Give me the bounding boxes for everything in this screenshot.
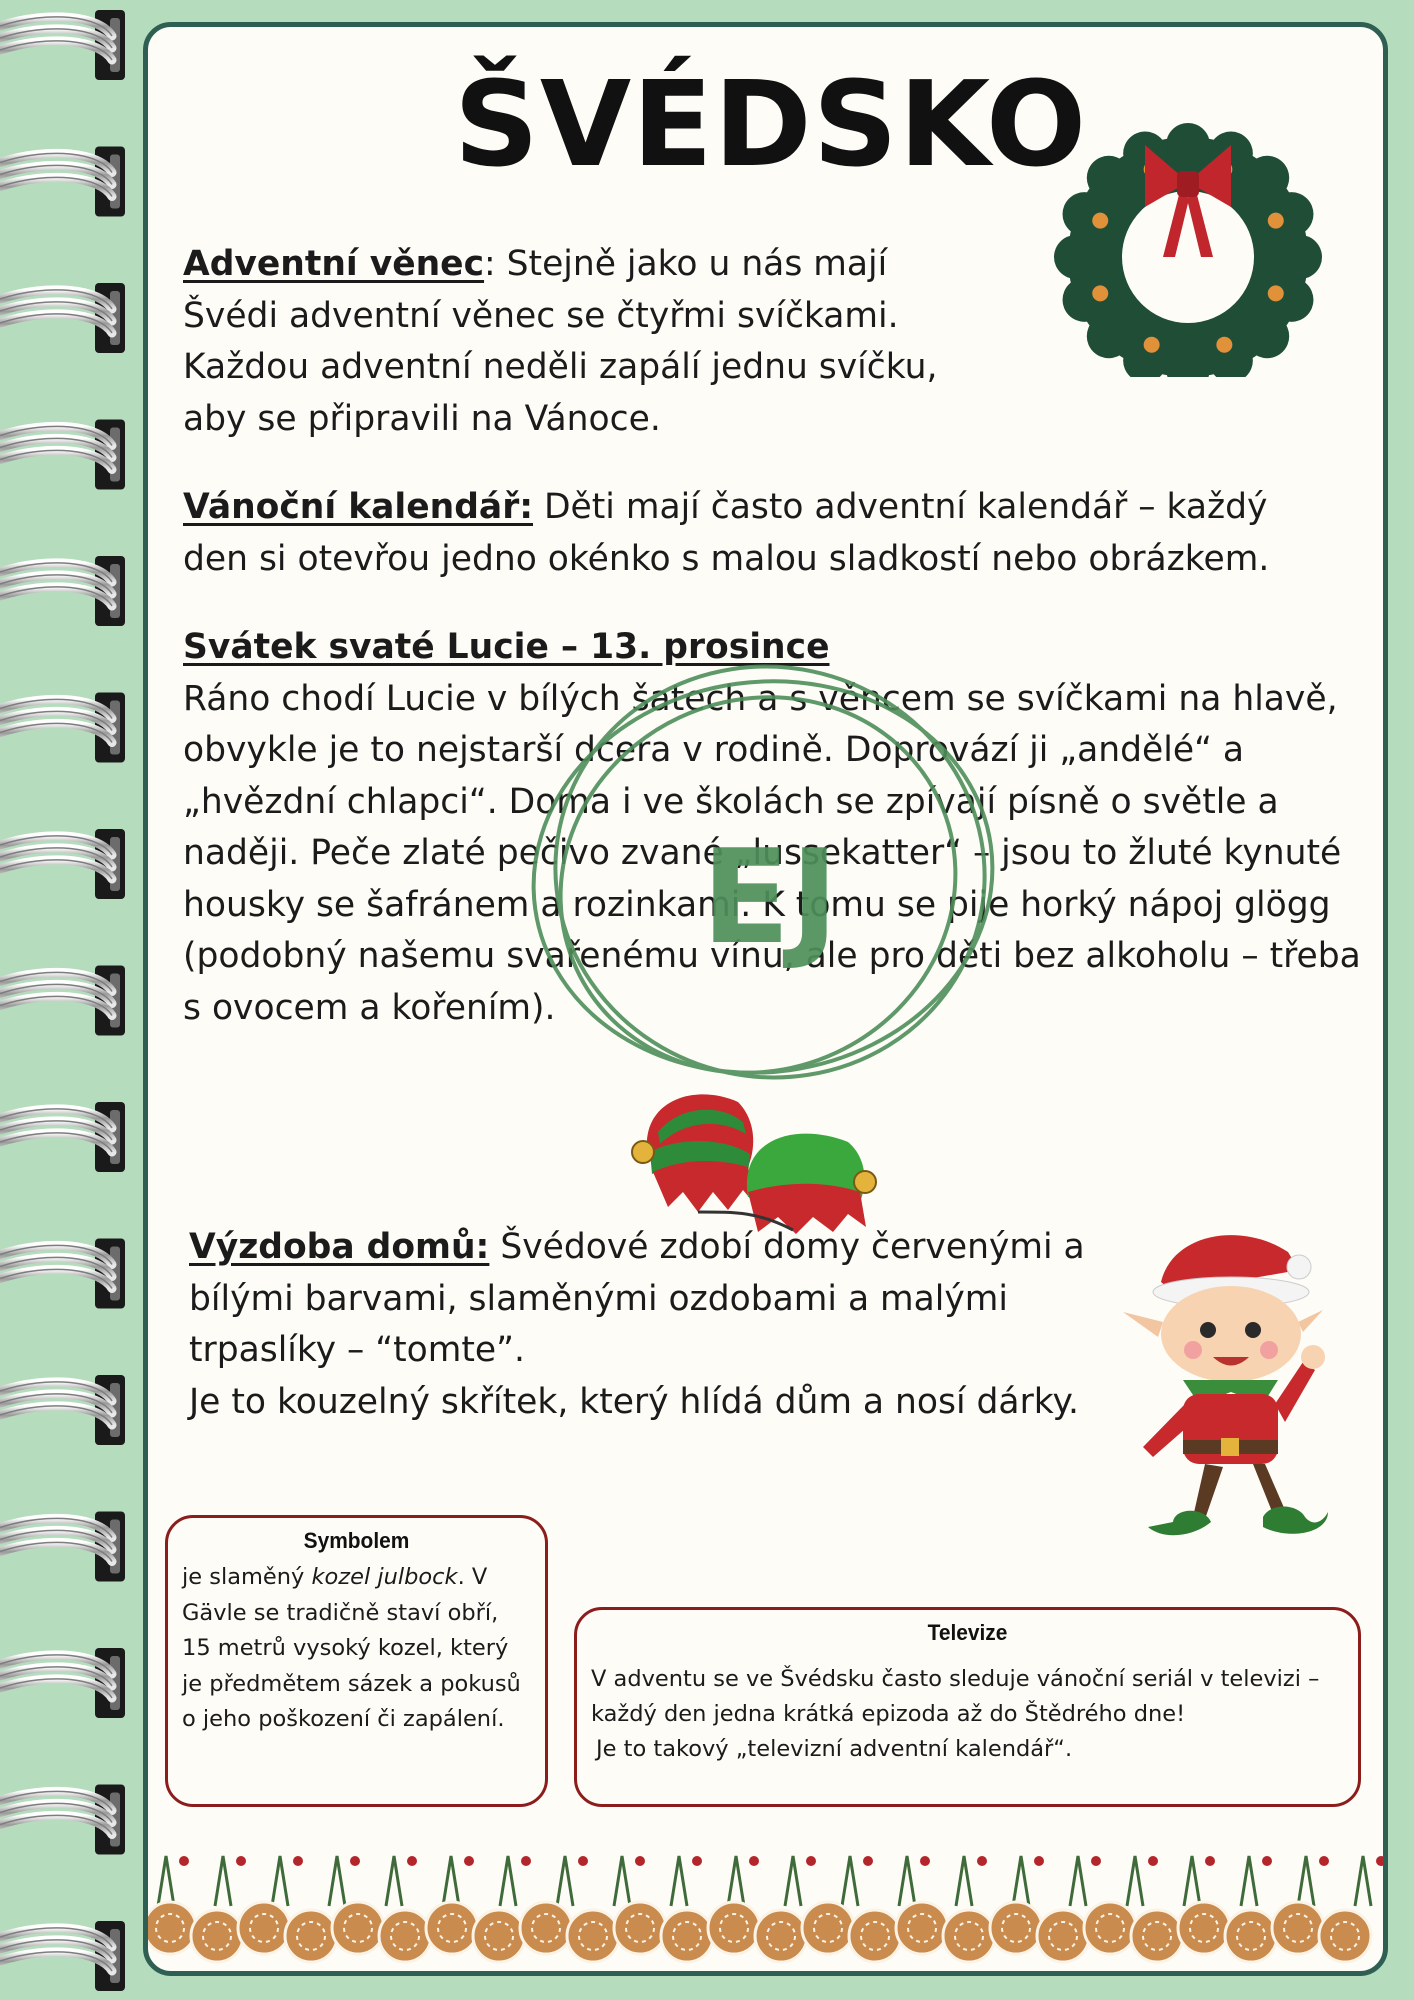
gingerbread-cookie: [1319, 1910, 1371, 1962]
gingerbread-cookie: [1178, 1902, 1230, 1954]
decoration-text-2: Je to kouzelný skřítek, který hlídá dům a nosí dárky.: [189, 1381, 1079, 1422]
fir-sprig: [1184, 1856, 1200, 1906]
wreath-berry: [1144, 337, 1160, 353]
advent-wreath-section: [183, 239, 993, 445]
red-berry: [863, 1856, 873, 1866]
red-berry: [749, 1856, 759, 1866]
fir-sprig: [614, 1856, 630, 1906]
gingerbread-cookie: [755, 1910, 807, 1962]
symbol-text-before: je slaměný: [182, 1564, 312, 1590]
fir-sprig: [899, 1856, 915, 1906]
wreath-berry: [1092, 213, 1108, 229]
spiral-ring: [0, 966, 125, 1036]
wreath-leaf-bump: [1166, 123, 1210, 167]
stamp-initials: EJ: [701, 821, 839, 973]
gingerbread-cookie: [285, 1910, 337, 1962]
television-text-2: Je to takový „televizní adventní kalendář“.: [596, 1736, 1073, 1762]
red-berry: [293, 1856, 303, 1866]
advent-wreath-heading: Adventní věnec: [183, 244, 485, 284]
red-berry: [578, 1856, 588, 1866]
lucia-section: [183, 622, 1363, 1034]
red-berry: [920, 1856, 930, 1866]
wreath-leaf-bump: [1054, 235, 1098, 279]
red-berry: [1319, 1856, 1329, 1866]
symbol-text-italic: kozel julbock: [311, 1564, 458, 1590]
wreath-berry: [1268, 213, 1284, 229]
fir-sprig: [215, 1856, 231, 1906]
red-berry: [806, 1856, 816, 1866]
fir-sprig: [1013, 1856, 1029, 1906]
spiral-ring: [0, 1785, 125, 1855]
gingerbread-cookie: [567, 1910, 619, 1962]
calendar-text: Děti mají často adventní kalendář – každý den si otevřou jedno okénko s malou sladkostí nebo obrázkem.: [183, 487, 1270, 579]
spiral-ring: [0, 1375, 125, 1445]
wreath-berry: [1216, 337, 1232, 353]
gingerbread-cookie: [661, 1910, 713, 1962]
spiral-ring: [0, 1648, 125, 1718]
gingerbread-cookie: [802, 1902, 854, 1954]
gingerbread-cookie: [614, 1902, 666, 1954]
fir-sprig: [671, 1856, 687, 1906]
spiral-ring: [0, 1512, 125, 1582]
gingerbread-cookie: [1084, 1902, 1136, 1954]
gingerbread-cookie: [1131, 1910, 1183, 1962]
red-berry: [179, 1856, 189, 1866]
fir-sprig: [842, 1856, 858, 1906]
wreath-leaf-bump: [1245, 156, 1289, 200]
red-berry: [635, 1856, 645, 1866]
wreath-leaf-bump: [1087, 156, 1131, 200]
red-berry: [1262, 1856, 1272, 1866]
fir-sprig: [785, 1856, 801, 1906]
elf-tomte-illustration: [1113, 1222, 1333, 1542]
fir-sprig: [956, 1856, 972, 1906]
fir-sprig: [329, 1856, 345, 1906]
gingerbread-cookie: [332, 1902, 384, 1954]
spiral-ring: [0, 829, 125, 899]
calendar-section: [183, 482, 1343, 585]
red-berry: [692, 1856, 702, 1866]
gingerbread-cookie: [896, 1902, 948, 1954]
elf-hats-illustration: [598, 1062, 898, 1237]
gingerbread-cookie: [1272, 1902, 1324, 1954]
advent-wreath-illustration: [1053, 107, 1323, 377]
calendar-heading: Vánoční kalendář:: [183, 487, 534, 527]
red-berry: [236, 1856, 246, 1866]
red-berry: [407, 1856, 417, 1866]
fir-sprig: [1070, 1856, 1086, 1906]
gingerbread-cookie: [148, 1902, 196, 1954]
fir-sprig: [1355, 1856, 1371, 1906]
notebook-page: [143, 22, 1388, 1976]
gingerbread-cookie: [426, 1902, 478, 1954]
spiral-ring: [0, 10, 125, 80]
advent-wreath-text: : Stejně jako u nás mají Švédi adventní věnec se čtyřmi svíčkami. Každou adventní neděli zapálí jednu svíčku, aby se připravili na Vánoce.: [183, 244, 938, 439]
red-berry: [1205, 1856, 1215, 1866]
television-text: V adventu se ve Švédsku často sleduje vánoční seriál v televizi – každý den jedna krátká epizoda až do Štědrého dne!: [591, 1666, 1320, 1727]
spiral-ring: [0, 1102, 125, 1172]
fir-sprig: [1127, 1856, 1143, 1906]
wreath-leaf-bump: [1087, 314, 1131, 358]
television-box-text: [591, 1662, 1344, 1767]
red-berry: [350, 1856, 360, 1866]
red-berry: [521, 1856, 531, 1866]
wreath-leaf-bump: [1278, 235, 1322, 279]
wreath-berry: [1092, 285, 1108, 301]
wreath-leaf-bump: [1245, 314, 1289, 358]
spiral-ring: [0, 1239, 125, 1309]
gingerbread-cookie: [990, 1902, 1042, 1954]
decoration-section: [189, 1222, 1139, 1428]
gingerbread-cookie: [191, 1910, 243, 1962]
spiral-ring: [0, 556, 125, 626]
gingerbread-cookie: [1037, 1910, 1089, 1962]
wreath-berry: [1268, 285, 1284, 301]
red-berry: [1148, 1856, 1158, 1866]
lucia-text: Ráno chodí Lucie v bílých šatech a s věncem se svíčkami na hlavě, obvykle je to nejstarší dcera v rodině. Doprovází ji „andělé“ a „hvězdní chlapci“. Doma i ve školách se zpívají písně o světle a naději. Peče zlaté pečivo zvané „lussekatter“ – jsou to žluté kynuté housky se šafránem a rozinkami. K tomu se pije horký nápoj glögg (podobný našemu svařenému vínu, ale pro děti bez alkoholu – třeba s ovocem a kořením).: [183, 678, 1361, 1028]
decoration-text: Švédové zdobí domy červenými a bílými barvami, slaměnými ozdobami a malými trpaslíky – “tomte”.: [189, 1227, 1085, 1370]
gingerbread-cookie: [379, 1910, 431, 1962]
spiral-ring: [0, 1921, 125, 1991]
gingerbread-cookie: [238, 1902, 290, 1954]
fir-sprig: [158, 1856, 174, 1906]
spiral-ring: [0, 283, 125, 353]
red-berry: [1376, 1856, 1383, 1866]
television-box-title: Televize: [927, 1620, 1008, 1645]
spiral-binding: [0, 0, 140, 2000]
television-box: [574, 1607, 1361, 1807]
symbol-box-text: [182, 1560, 531, 1738]
page-title: ŠVÉDSKO: [453, 55, 1088, 193]
fir-sprig: [728, 1856, 744, 1906]
fir-sprig: [386, 1856, 402, 1906]
fir-sprig: [557, 1856, 573, 1906]
fir-sprig: [272, 1856, 288, 1906]
fir-sprig: [1241, 1856, 1257, 1906]
red-berry: [1034, 1856, 1044, 1866]
symbol-box-title: Symbolem: [303, 1528, 410, 1553]
gingerbread-cookie: [520, 1902, 572, 1954]
spiral-ring: [0, 147, 125, 217]
symbol-box: [165, 1515, 548, 1807]
gingerbread-cookie: [1225, 1910, 1277, 1962]
red-berry: [977, 1856, 987, 1866]
spiral-ring: [0, 693, 125, 763]
gingerbread-border-decoration: [148, 1836, 1383, 1971]
decoration-heading: Výzdoba domů:: [189, 1227, 490, 1267]
red-berry: [464, 1856, 474, 1866]
elf-hat-left: [632, 1094, 753, 1212]
gingerbread-cookie: [849, 1910, 901, 1962]
red-berry: [1091, 1856, 1101, 1866]
spiral-ring: [0, 420, 125, 490]
lucia-heading: Svátek svaté Lucie – 13. prosince: [183, 627, 830, 667]
gingerbread-cookie: [943, 1910, 995, 1962]
symbol-text-after: . V Gävle se tradičně staví obří, 15 metrů vysoký kozel, který je předmětem sázek a pokusů o jeho poškození či zapálení.: [182, 1564, 521, 1732]
fir-sprig: [443, 1856, 459, 1906]
fir-sprig: [500, 1856, 516, 1906]
gingerbread-cookie: [708, 1902, 760, 1954]
fir-sprig: [1298, 1856, 1314, 1906]
gingerbread-cookie: [473, 1910, 525, 1962]
